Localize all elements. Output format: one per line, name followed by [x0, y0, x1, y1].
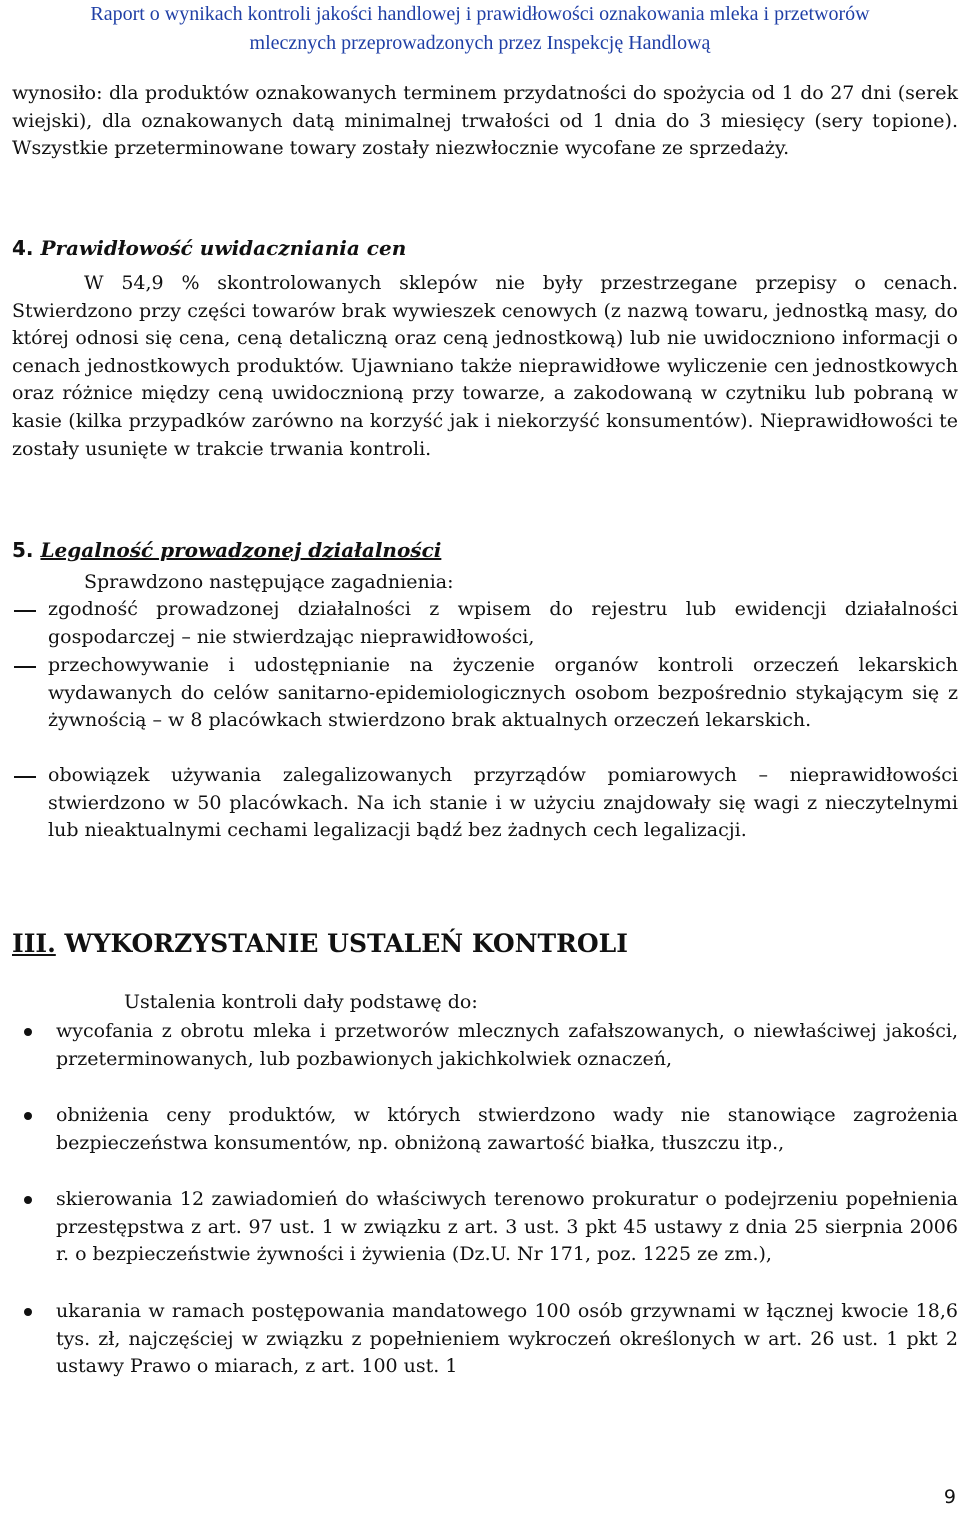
section-3-intro: Ustalenia kontroli dały podstawę do: [124, 991, 478, 1013]
section-3-roman: III. [12, 929, 56, 958]
running-header-line-2: mlecznych przeprowadzonych przez Inspekcję Handlową [249, 32, 711, 54]
section-5-number: 5. [12, 538, 34, 562]
section-5-item-text: przechowywanie i udostępnianie na życzenie organów kontroli orzeczeń lekarskich wydawanych do celów sanitarno-epidemiologicznych osobom bezpośrednio stykającym się z żywnością – w 8 placówkach stwierdzono brak aktualnych orzeczeń lekarskich. [48, 654, 958, 732]
section-3-item [12, 1186, 958, 1269]
page-number: 9 [943, 1486, 956, 1508]
section-3-item-text: wycofania z obrotu mleka i przetworów mlecznych zafałszowanych, o niewłaściwej jakości, przeterminowanych, lub pozbawionych jakichkolwiek oznaczeń, [56, 1020, 958, 1070]
section-4-paragraph: W 54,9 % skontrolowanych sklepów nie były przestrzegane przepisy o cenach. Stwierdzono przy części towarów brak wywieszek cenowych (z nazwą towaru, jednostką masy, do której odnosi się cena, ceną detaliczną oraz ceną jednostkową) lub nie uwidoczniono informacji o cenach jednostkowych produktów. Ujawniano także nieprawidłowe wyliczenie cen jednostkowych oraz różnice między ceną uwidocznioną przy towarze, a zakodowaną w czytniku lub pobraną w kasie (kilka przypadków zarówno na korzyść jak i niekorzyść konsumentów). Nieprawidłowości te zostały usunięte w trakcie trwania kontroli. [12, 272, 958, 460]
section-4-heading [12, 234, 406, 262]
section-4-title: Prawidłowość uwidaczniania cen [40, 236, 407, 260]
running-header-line-1: Raport o wynikach kontroli jakości handlowej i prawidłowości oznakowania mleka i przetworów [90, 3, 870, 25]
section-5-intro: Sprawdzono następujące zagadnienia: [84, 571, 454, 593]
section-3-heading [12, 928, 628, 960]
section-5-item-text: zgodność prowadzonej działalności z wpisem do rejestru lub ewidencji działalności gospodarczej – nie stwierdzając nieprawidłowości, [48, 598, 958, 648]
section-3-item-text: obniżenia ceny produktów, w których stwierdzono wady nie stanowiące zagrożenia bezpieczeństwa konsumentów, np. obniżoną zawartość białka, tłuszczu itp., [56, 1104, 958, 1154]
intro-paragraph: wynosiło: dla produktów oznakowanych terminem przydatności do spożycia od 1 do 27 dni (serek wiejski), dla oznakowanych datą minimalnej trwałości od 1 dnia do 3 miesięcy (sery topione). Wszystkie przeterminowane towary zostały niezwłocznie wycofane ze sprzedaży. [12, 82, 958, 160]
section-4-number: 4. [12, 236, 34, 260]
section-3-title: WYKORZYSTANIE USTALEŃ KONTROLI [64, 929, 628, 958]
section-5-item [12, 596, 958, 651]
running-header [0, 0, 960, 58]
section-3-item [12, 1018, 958, 1073]
section-3-item [12, 1102, 958, 1157]
section-3-item [12, 1298, 958, 1381]
section-5-item [12, 762, 958, 845]
section-5-heading [12, 536, 441, 564]
section-5-item [12, 652, 958, 735]
section-5-title: Legalność prowadzonej działalności [40, 538, 442, 562]
section-3-item-text: skierowania 12 zawiadomień do właściwych terenowo prokuratur o podejrzeniu popełnienia przestępstwa z art. 97 ust. 1 w związku z art. 3 ust. 3 pkt 45 ustawy z dnia 25 sierpnia 2006 r. o bezpieczeństwie żywności i żywienia (Dz.U. Nr 171, poz. 1225 ze zm.), [56, 1188, 958, 1266]
section-3-item-text: ukarania w ramach postępowania mandatowego 100 osób grzywnami w łącznej kwocie 18,6 tys. zł, najczęściej w związku z popełnieniem wykroczeń określonych w art. 26 ust. 1 pkt 2 ustawy Prawo o miarach, z art. 100 ust. 1 [56, 1300, 958, 1378]
section-5-item-text: obowiązek używania zalegalizowanych przyrządów pomiarowych – nieprawidłowości stwierdzono w 50 placówkach. Na ich stanie i w użyciu znajdowały się wagi z nieczytelnymi lub nieaktualnymi cechami legalizacji bądź bez żadnych cech legalizacji. [48, 764, 958, 842]
